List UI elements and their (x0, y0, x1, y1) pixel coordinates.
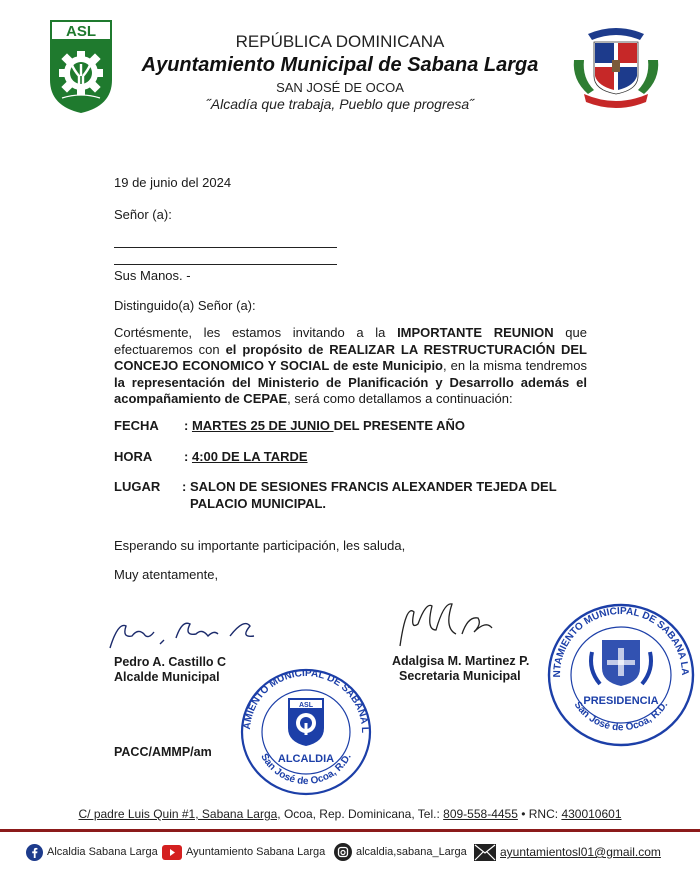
closing-regards: Muy atentamente, (114, 567, 219, 582)
detail-label-hora: HORA (114, 449, 153, 464)
reference-initials: PACC/AMMP/am (114, 745, 212, 759)
stamp-presidencia-ring-top: NTAMIENTO MUNICIPAL DE SABANA LA (551, 605, 691, 678)
mayor-name: Pedro A. Castillo C (114, 655, 227, 669)
youtube-icon (162, 845, 182, 860)
detail-value-hora (184, 449, 308, 465)
asl-shield-icon (48, 18, 114, 114)
letter-body-paragraph (114, 325, 587, 408)
header-institution: Ayuntamiento Municipal de Sabana Larga (141, 54, 539, 76)
stamp-presidencia-label: PRESIDENCIA (583, 695, 659, 707)
hora-underlined: 4:00 DE LA TARDE (191, 449, 308, 464)
body-text-3: , en la misma tendremos (443, 358, 587, 373)
stamp-alcaldia-logo-text: ASL (299, 702, 313, 709)
recipient-label: Señor (a): (114, 207, 172, 222)
address-street: C/ padre Luis Quin #1, Sabana Larga, (78, 807, 281, 821)
instagram-icon (334, 843, 352, 861)
body-text-1: Cortésmente, les estamos invitando a la (114, 325, 398, 340)
social-instagram[interactable] (334, 843, 467, 861)
lugar-line-2: PALACIO MUNICIPAL. (190, 496, 327, 511)
signatory-secretary (392, 654, 529, 684)
rnc-label: • RNC: (517, 807, 562, 821)
facebook-handle: Alcaldia Sabana Larga (47, 846, 158, 858)
stamp-alcaldia-label: ALCALDIA (277, 753, 335, 765)
stamp-alcaldia-ring-bottom: San José de Ocoa, R.D. (258, 751, 354, 788)
signatory-mayor (114, 655, 226, 685)
social-facebook[interactable] (26, 843, 158, 861)
footer-rnc: 430010601 (561, 807, 622, 821)
body-text-2: que efectuaremos con (114, 325, 587, 357)
youtube-handle: Ayuntamiento Sabana Larga (186, 846, 326, 858)
body-text-4: , será como detallamos a continuación: (287, 391, 513, 406)
envelope-icon (474, 844, 496, 861)
salutation: Distinguido(a) Señor (a): (114, 298, 256, 313)
detail-sep: : (182, 479, 187, 494)
recipient-name-line (114, 247, 337, 248)
footer-phone[interactable]: 809-558-4455 (443, 807, 518, 821)
body-bold-3: la representación del Ministerio de Planificación y Desarrollo además el acompañamiento de CEPAE (114, 374, 587, 406)
lugar-line-1: SALON DE SESIONES FRANCIS ALEXANDER TEJEDA DEL (189, 479, 557, 494)
social-email[interactable] (474, 843, 661, 861)
coat-of-arms (566, 20, 666, 110)
stamp-presidencia-ring-bottom: San José de Ocoa, R.D. (571, 699, 671, 734)
social-youtube[interactable] (162, 843, 325, 861)
detail-sep: : (184, 418, 189, 433)
detail-value-fecha (184, 418, 465, 434)
fecha-underlined: MARTES 25 DE JUNIO (191, 418, 334, 433)
official-stamp-icon (546, 600, 696, 750)
stamp-alcaldia-ring-top: AMIENTO MUNICIPAL DE SABANA L (241, 667, 371, 734)
official-stamp-icon (236, 666, 376, 796)
signature-scribble-secretary (396, 598, 496, 655)
footer-divider (0, 829, 700, 832)
signature-scribble-mayor (104, 618, 264, 657)
email-address[interactable]: ayuntamientosl01@gmail.com (500, 845, 661, 859)
detail-label-fecha: FECHA (114, 418, 159, 433)
address-rest: Ocoa, Rep. Dominicana, Tel.: (280, 807, 444, 821)
body-bold-1: IMPORTANTE REUNION (397, 325, 554, 340)
detail-sep: : (184, 449, 189, 464)
header-country: REPÚBLICA DOMINICANA (235, 32, 445, 51)
detail-label-lugar: LUGAR (114, 479, 161, 494)
body-bold-2: el propósito de REALIZAR LA RESTRUCTURACIÓN DEL CONCEJO ECONOMICO Y SOCIAL de este Municipio (114, 341, 588, 373)
closing-text: Esperando su importante participación, les saluda, (114, 538, 406, 553)
handwritten-signature-icon (104, 618, 264, 652)
header-motto: ˝Alcadía que trabaja, Pueblo que progresa˝ (206, 96, 474, 112)
facebook-icon (26, 844, 43, 861)
secretary-title: Secretaria Municipal (399, 669, 521, 683)
mayor-title: Alcalde Municipal (114, 670, 220, 684)
handwritten-signature-icon (396, 598, 496, 650)
detail-value-lugar (182, 479, 557, 495)
asl-logo (48, 18, 114, 114)
delivery-note: Sus Manos. - (114, 268, 191, 283)
instagram-handle: alcaldia,sabana_Larga (356, 846, 467, 858)
dominican-coat-of-arms-icon (566, 20, 666, 110)
header-location: SAN JOSÉ DE OCOA (276, 80, 404, 95)
stamp-presidencia (546, 600, 696, 755)
secretary-name: Adalgisa M. Martinez P. (392, 654, 530, 668)
asl-logo-text: ASL (66, 23, 96, 40)
recipient-title-line (114, 264, 337, 265)
footer-address (0, 807, 700, 822)
fecha-rest: DEL PRESENTE AÑO (333, 418, 466, 433)
letter-date: 19 de junio del 2024 (114, 175, 232, 190)
stamp-alcaldia (236, 666, 376, 801)
